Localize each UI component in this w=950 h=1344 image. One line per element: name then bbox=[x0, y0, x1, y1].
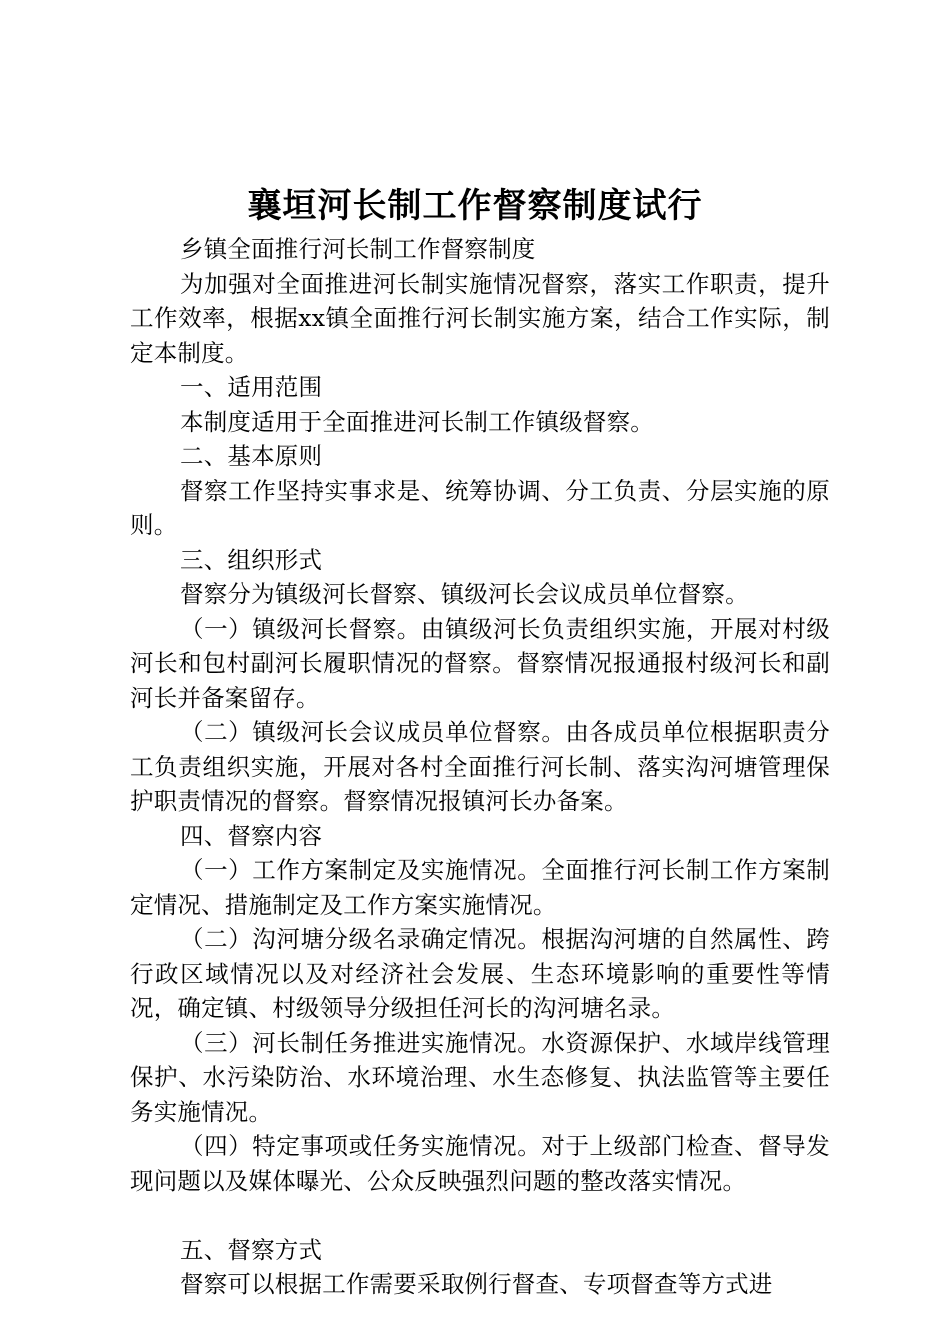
organization-paragraph: 督察分为镇级河长督察、镇级河长会议成员单位督察。 bbox=[180, 580, 749, 608]
content-item-2: （二）沟河塘分级名录确定情况。根据沟河塘的自然属性、跨行政区域情况以及对经济社会发展、生态环境影响的重要性等情况，确定镇、村级领导分级担任河长的沟河塘名录。 bbox=[130, 925, 830, 1022]
section-heading-content: 四、督察内容 bbox=[180, 821, 323, 850]
methods-paragraph: 督察可以根据工作需要采取例行督查、专项督查等方式进 bbox=[180, 1270, 773, 1298]
organization-item-2: （二）镇级河长会议成员单位督察。由各成员单位根据职责分工负责组织实施，开展对各村全面推行河长制、落实沟河塘管理保护职责情况的督察。督察情况报镇河长办备案。 bbox=[130, 718, 830, 815]
content-item-4: （四）特定事项或任务实施情况。对于上级部门检查、督导发现问题以及媒体曝光、公众反映强烈问题的整改落实情况。 bbox=[130, 1132, 830, 1195]
organization-item-1: （一）镇级河长督察。由镇级河长负责组织实施，开展对村级河长和包村副河长履职情况的督察。督察情况报通报村级河长和副河长并备案留存。 bbox=[130, 614, 830, 712]
principles-paragraph: 督察工作坚持实事求是、统筹协调、分工负责、分层实施的原则。 bbox=[130, 476, 830, 539]
content-item-1: （一）工作方案制定及实施情况。全面推行河长制工作方案制定情况、措施制定及工作方案实施情况。 bbox=[130, 856, 830, 919]
section-heading-scope: 一、适用范围 bbox=[180, 373, 323, 401]
section-heading-principles: 二、基本原则 bbox=[180, 442, 323, 470]
document-title: 襄垣河长制工作督察制度试行 bbox=[247, 186, 703, 226]
scope-paragraph: 本制度适用于全面推进河长制工作镇级督察。 bbox=[180, 407, 654, 436]
section-heading-methods: 五、督察方式 bbox=[180, 1235, 323, 1264]
section-heading-organization: 三、组织形式 bbox=[180, 545, 323, 574]
document-body bbox=[130, 232, 830, 1302]
content-item-3: （三）河长制任务推进实施情况。水资源保护、水域岸线管理保护、水污染防治、水环境治理、水生态修复、执法监管等主要任务实施情况。 bbox=[130, 1028, 830, 1126]
subtitle-paragraph: 乡镇全面推行河长制工作督察制度 bbox=[180, 235, 536, 263]
intro-paragraph: 为加强对全面推进河长制实施情况督察，落实工作职责，提升工作效率，根据xx镇全面推行河长制实施方案，结合工作实际，制定本制度。 bbox=[130, 269, 830, 367]
